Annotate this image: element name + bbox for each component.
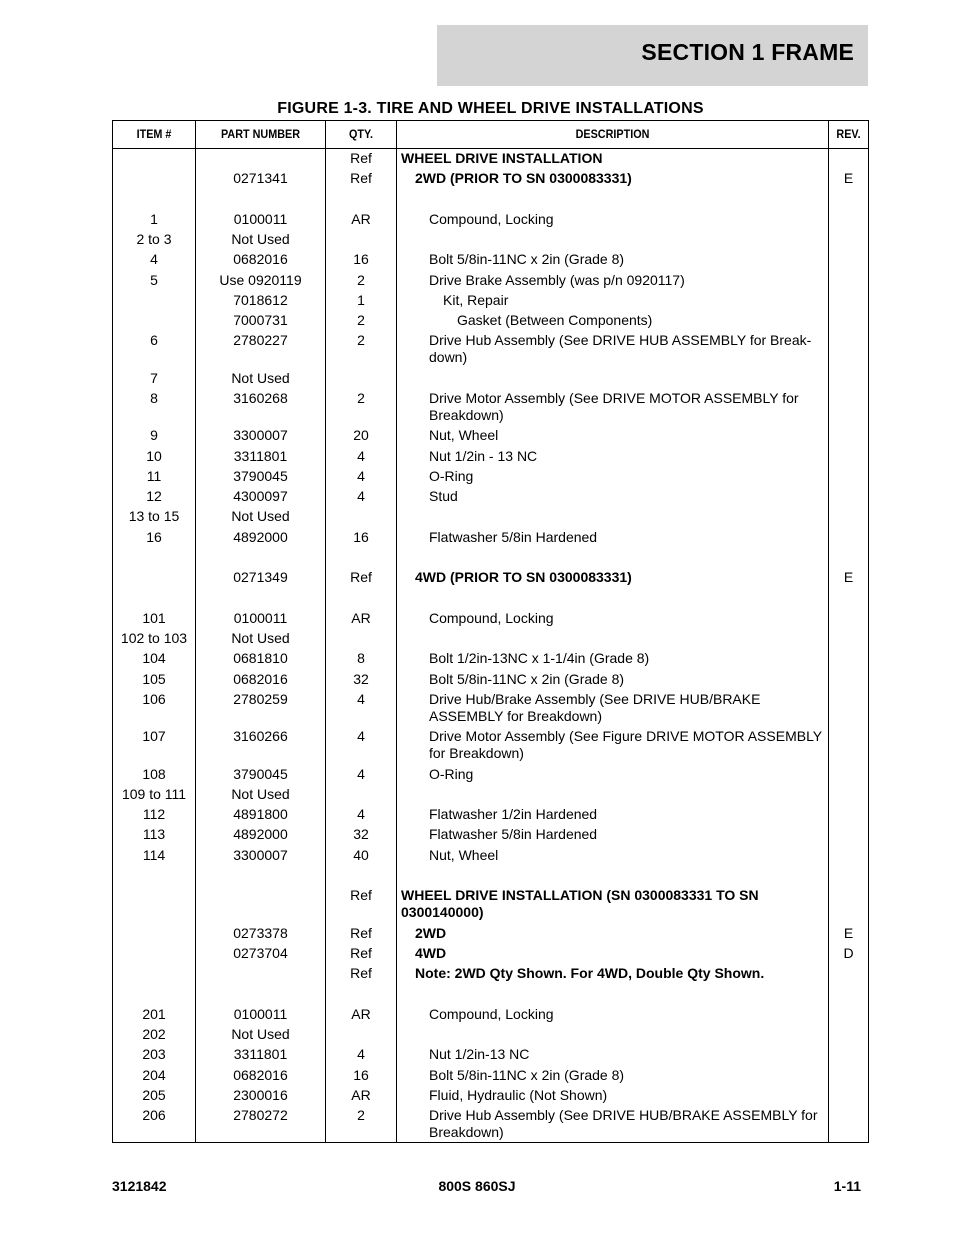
cell-qty: Ref — [350, 925, 372, 941]
cell-part-number: 3311801 — [233, 1046, 288, 1062]
cell-item: 7 — [150, 370, 158, 386]
cell-rev: E — [843, 170, 854, 186]
cell-item: 11 — [146, 468, 162, 484]
cell-item: 10 — [146, 448, 162, 464]
cell-qty: 2 — [357, 390, 365, 406]
cell-item: 108 — [142, 766, 166, 782]
cell-part-number: 2780259 — [233, 691, 288, 707]
cell-item: 202 — [142, 1026, 166, 1042]
cell-item: 114 — [142, 847, 166, 863]
cell-item: 104 — [142, 650, 166, 666]
header-item: ITEM # — [136, 127, 172, 141]
cell-part-number: Not Used — [231, 630, 290, 646]
footer-doc-number: 3121842 — [112, 1178, 167, 1194]
cell-item: 206 — [142, 1107, 166, 1123]
cell-item: 204 — [142, 1067, 166, 1083]
cell-description: Note: 2WD Qty Shown. For 4WD, Double Qty Shown. — [415, 965, 765, 981]
cell-part-number: 7018612 — [233, 292, 288, 308]
cell-item: 1 — [150, 211, 158, 227]
cell-part-number: 3790045 — [233, 468, 288, 484]
cell-description: Drive Hub/Brake Assembly (See DRIVE HUB/BRAKE ASSEMBLY for Breakdown) — [429, 691, 761, 724]
parts-table — [112, 120, 869, 1143]
cell-part-number: 3300007 — [233, 847, 288, 863]
cell-description: WHEEL DRIVE INSTALLATION (SN 0300083331 TO SN 0300140000) — [401, 887, 759, 920]
cell-qty: 32 — [353, 671, 369, 687]
cell-description: Drive Motor Assembly (See DRIVE MOTOR ASSEMBLY for Breakdown) — [429, 390, 799, 423]
cell-description: Flatwasher 1/2in Hardened — [429, 806, 598, 822]
cell-qty: AR — [351, 610, 371, 626]
cell-qty: 16 — [353, 1067, 369, 1083]
cell-description: 4WD (PRIOR TO SN 0300083331) — [415, 569, 632, 585]
cell-item: 106 — [142, 691, 166, 707]
cell-description: O-Ring — [429, 468, 474, 484]
cell-part-number: 0273704 — [233, 945, 288, 961]
cell-qty: 16 — [353, 529, 369, 545]
cell-part-number: 3160266 — [233, 728, 288, 744]
cell-qty: 4 — [357, 468, 365, 484]
cell-qty: 8 — [357, 650, 365, 666]
column-divider — [828, 121, 829, 1142]
cell-part-number: 2780227 — [233, 332, 288, 348]
cell-part-number: Not Used — [231, 786, 290, 802]
cell-item: 12 — [146, 488, 162, 504]
cell-rev: E — [843, 569, 854, 585]
cell-description: 2WD (PRIOR TO SN 0300083331) — [415, 170, 632, 186]
cell-part-number: 3160268 — [233, 390, 288, 406]
cell-part-number: 0100011 — [233, 211, 288, 227]
footer-model: 800S 860SJ — [438, 1178, 516, 1194]
cell-description: Compound, Locking — [429, 211, 554, 227]
cell-description: Nut, Wheel — [429, 847, 499, 863]
cell-qty: AR — [351, 1087, 371, 1103]
cell-description: Gasket (Between Components) — [457, 312, 653, 328]
cell-item: 112 — [142, 806, 166, 822]
cell-qty: 4 — [357, 806, 365, 822]
cell-description: Flatwasher 5/8in Hardened — [429, 529, 598, 545]
cell-qty: Ref — [350, 945, 372, 961]
cell-qty: 4 — [357, 728, 365, 744]
cell-item: 101 — [142, 610, 166, 626]
cell-item: 102 to 103 — [120, 630, 188, 646]
cell-qty: 4 — [357, 488, 365, 504]
cell-qty: 1 — [357, 292, 365, 308]
cell-item: 9 — [150, 427, 158, 443]
cell-qty: 2 — [357, 1107, 365, 1123]
cell-description: O-Ring — [429, 766, 474, 782]
header-part-number: PART NUMBER — [220, 127, 301, 141]
cell-item: 5 — [150, 272, 158, 288]
cell-item: 107 — [142, 728, 166, 744]
cell-item: 16 — [146, 529, 162, 545]
cell-description: Bolt 5/8in-11NC x 2in (Grade 8) — [429, 251, 625, 267]
cell-part-number: 0100011 — [233, 1006, 288, 1022]
cell-item: 113 — [142, 826, 166, 842]
figure-title: FIGURE 1-3. TIRE AND WHEEL DRIVE INSTALLATIONS — [277, 100, 704, 117]
cell-part-number: 0100011 — [233, 610, 288, 626]
cell-item: 105 — [142, 671, 166, 687]
header-rev: REV. — [836, 127, 861, 141]
cell-part-number: 3311801 — [233, 448, 288, 464]
cell-part-number: Not Used — [231, 1026, 290, 1042]
header-qty: QTY. — [348, 127, 373, 141]
cell-qty: 2 — [357, 312, 365, 328]
cell-part-number: 2780272 — [233, 1107, 288, 1123]
cell-part-number: 2300016 — [233, 1087, 288, 1103]
cell-qty: 4 — [357, 448, 365, 464]
cell-qty: Ref — [350, 150, 372, 166]
cell-part-number: 0682016 — [233, 251, 288, 267]
cell-description: 4WD — [415, 945, 447, 961]
cell-qty: 4 — [357, 1046, 365, 1062]
cell-qty: AR — [351, 1006, 371, 1022]
cell-part-number: 0681810 — [233, 650, 288, 666]
cell-item: 109 to 111 — [121, 786, 187, 802]
cell-description: Drive Motor Assembly (See Figure DRIVE MOTOR ASSEMBLY for Breakdown) — [429, 728, 822, 761]
section-header-box — [437, 25, 868, 86]
cell-part-number: 0271341 — [233, 170, 288, 186]
cell-item: 201 — [142, 1006, 166, 1022]
section-title: SECTION 1 FRAME — [641, 39, 854, 65]
cell-description: Fluid, Hydraulic (Not Shown) — [429, 1087, 608, 1103]
cell-part-number: 0271349 — [233, 569, 288, 585]
header-description: DESCRIPTION — [575, 127, 650, 141]
cell-part-number: 0273378 — [233, 925, 288, 941]
cell-part-number: 4891800 — [233, 806, 288, 822]
cell-part-number: 0682016 — [233, 671, 288, 687]
cell-description: WHEEL DRIVE INSTALLATION — [401, 150, 603, 166]
cell-part-number: 4300097 — [233, 488, 288, 504]
cell-qty: Ref — [350, 887, 372, 903]
cell-description: Drive Hub Assembly (See DRIVE HUB ASSEMBLY for Break-down) — [429, 332, 812, 365]
cell-part-number: Use 0920119 — [219, 272, 302, 288]
cell-part-number: 0682016 — [233, 1067, 288, 1083]
cell-qty: 4 — [357, 766, 365, 782]
cell-description: Bolt 5/8in-11NC x 2in (Grade 8) — [429, 671, 625, 687]
cell-qty: 4 — [357, 691, 365, 707]
cell-item: 8 — [150, 390, 158, 406]
cell-description: Compound, Locking — [429, 610, 554, 626]
cell-description: Bolt 1/2in-13NC x 1-1/4in (Grade 8) — [429, 650, 650, 666]
cell-description: Bolt 5/8in-11NC x 2in (Grade 8) — [429, 1067, 625, 1083]
cell-description: 2WD — [415, 925, 447, 941]
cell-part-number: Not Used — [231, 231, 290, 247]
cell-part-number: 7000731 — [233, 312, 288, 328]
cell-description: Compound, Locking — [429, 1006, 554, 1022]
cell-item: 4 — [150, 251, 158, 267]
cell-qty: 16 — [353, 251, 369, 267]
cell-item: 6 — [150, 332, 158, 348]
header-divider — [113, 148, 868, 149]
cell-description: Nut 1/2in - 13 NC — [429, 448, 538, 464]
cell-part-number: 4892000 — [233, 826, 288, 842]
cell-qty: Ref — [350, 569, 372, 585]
cell-item: 203 — [142, 1046, 166, 1062]
cell-part-number: 3790045 — [233, 766, 288, 782]
cell-rev: D — [843, 945, 854, 961]
cell-description: Flatwasher 5/8in Hardened — [429, 826, 598, 842]
cell-qty: Ref — [350, 965, 372, 981]
cell-description: Nut 1/2in-13 NC — [429, 1046, 530, 1062]
cell-qty: 32 — [353, 826, 369, 842]
footer-page-number: 1-11 — [833, 1178, 861, 1194]
cell-item: 205 — [142, 1087, 166, 1103]
cell-qty: Ref — [350, 170, 372, 186]
cell-qty: 2 — [357, 272, 365, 288]
cell-part-number: 4892000 — [233, 529, 288, 545]
cell-item: 13 to 15 — [128, 508, 180, 524]
cell-qty: 20 — [353, 427, 369, 443]
cell-part-number: 3300007 — [233, 427, 288, 443]
cell-description: Nut, Wheel — [429, 427, 499, 443]
cell-item: 2 to 3 — [136, 231, 172, 247]
cell-description: Drive Hub Assembly (See DRIVE HUB/BRAKE ASSEMBLY for Breakdown) — [429, 1107, 818, 1140]
cell-description: Stud — [429, 488, 458, 504]
cell-part-number: Not Used — [231, 508, 290, 524]
cell-rev: E — [843, 925, 854, 941]
cell-qty: 40 — [353, 847, 369, 863]
cell-description: Kit, Repair — [443, 292, 509, 308]
cell-qty: AR — [351, 211, 371, 227]
cell-qty: 2 — [357, 332, 365, 348]
cell-description: Drive Brake Assembly (was p/n 0920117) — [429, 272, 685, 288]
cell-part-number: Not Used — [231, 370, 290, 386]
